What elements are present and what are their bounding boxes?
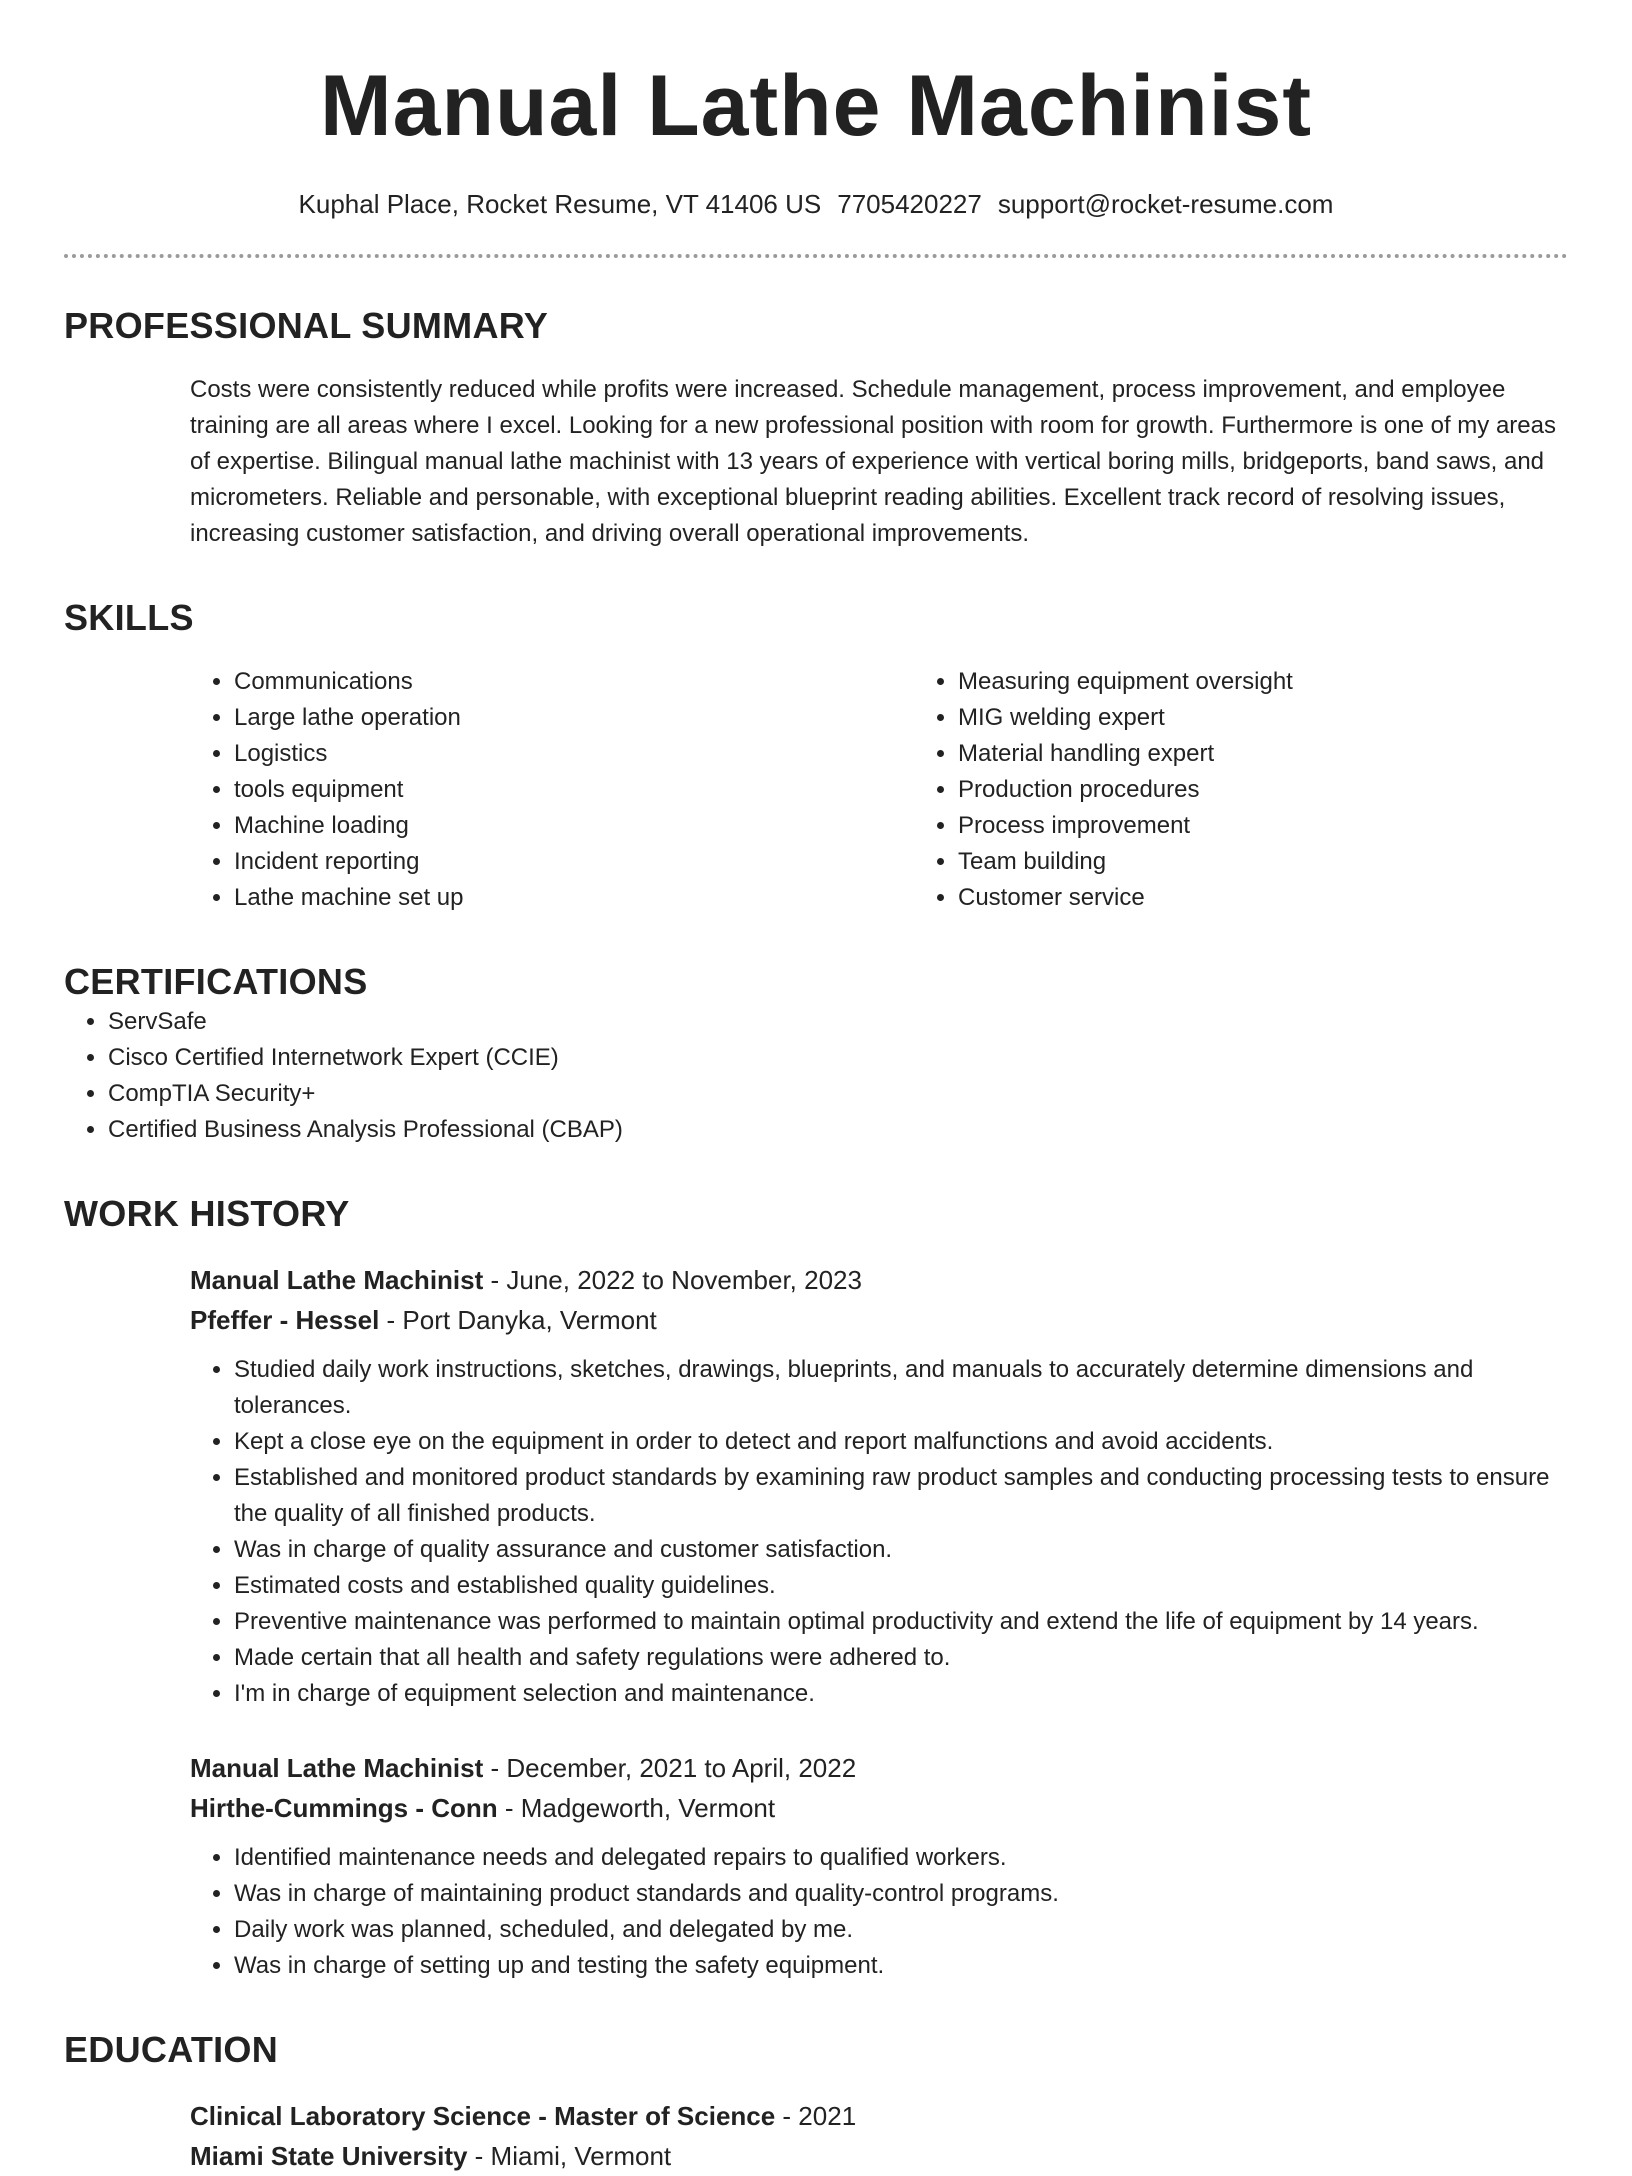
summary-heading: PROFESSIONAL SUMMARY [64, 305, 549, 346]
job-title: Manual Lathe Machinist [190, 1753, 484, 1783]
education-section [64, 2028, 1568, 2176]
certification-item: • Certified Business Analysis Professional (CBAP) [108, 1112, 1568, 1148]
certifications-section [64, 960, 1568, 1148]
skills-columns [190, 664, 1568, 916]
education-degree-line [190, 2096, 1568, 2136]
skill-item: • Incident reporting [234, 844, 914, 880]
job-title-line [190, 1260, 1568, 1300]
skill-item: • Logistics [234, 736, 914, 772]
job-duty: • I'm in charge of equipment selection and maintenance. [234, 1676, 1568, 1712]
skill-item: • Large lathe operation [234, 700, 914, 736]
job-duty: • Studied daily work instructions, sketches, drawings, blueprints, and manuals to accurately determine dimensions and tolerances. [234, 1352, 1568, 1424]
skill-item: • Team building [958, 844, 1632, 880]
job-duty: • Established and monitored product standards by examining raw product samples and conducting processing tests to ensure the quality of all finished products. [234, 1460, 1568, 1532]
resume-page [64, 0, 1568, 2176]
skill-item: • MIG welding expert [958, 700, 1632, 736]
contact-email: support@rocket-resume.com [997, 189, 1334, 219]
education-school: Miami State University [190, 2141, 468, 2171]
skill-item: • Lathe machine set up [234, 880, 914, 916]
education-school-line [190, 2136, 1568, 2176]
job-dates: - June, 2022 to November, 2023 [483, 1265, 862, 1295]
job-duties-list [190, 1352, 1568, 1712]
name-heading: Manual Lathe Machinist [319, 58, 1313, 154]
skills-list-left [190, 664, 914, 916]
contact-phone: 7705420227 [837, 189, 982, 219]
skill-item: • tools equipment [234, 772, 914, 808]
job-duty: • Kept a close eye on the equipment in order to detect and report malfunctions and avoid accidents. [234, 1424, 1568, 1460]
work-history-section [64, 1192, 1568, 1984]
job-dates: - December, 2021 to April, 2022 [483, 1753, 857, 1783]
job-duties-list [190, 1840, 1568, 1984]
job-location: - Madgeworth, Vermont [497, 1793, 776, 1823]
job-duty: • Was in charge of quality assurance and customer satisfaction. [234, 1532, 1568, 1568]
certifications-heading: CERTIFICATIONS [64, 961, 368, 1002]
job-duty: • Was in charge of setting up and testing the safety equipment. [234, 1948, 1568, 1984]
job-company: Hirthe-Cummings - Conn [190, 1793, 498, 1823]
certification-item: • Cisco Certified Internetwork Expert (CCIE) [108, 1040, 1568, 1076]
job-location: - Port Danyka, Vermont [379, 1305, 657, 1335]
job-title: Manual Lathe Machinist [190, 1265, 484, 1295]
job-duty: • Daily work was planned, scheduled, and delegated by me. [234, 1912, 1568, 1948]
job-duty: • Identified maintenance needs and delegated repairs to qualified workers. [234, 1840, 1568, 1876]
job-duty: • Estimated costs and established quality guidelines. [234, 1568, 1568, 1604]
summary-text: Costs were consistently reduced while profits were increased. Schedule management, process improvement, and employee training are all areas where I excel. Looking for a new professional position with room for growth. Furthermore is one of my areas of expertise. Bilingual manual lathe machinist with 13 years of experience with vertical boring mills, bridgeports, band saws, and micrometers. Reliable and personable, with exceptional blueprint reading abilities. Excellent track record of resolving issues, increasing customer satisfaction, and driving overall operational improvements. [190, 376, 1556, 547]
job-company: Pfeffer - Hessel [190, 1305, 380, 1335]
skill-item: • Measuring equipment oversight [958, 664, 1632, 700]
skills-section [64, 596, 1568, 916]
education-location: - Miami, Vermont [467, 2141, 672, 2171]
education-entry [190, 2096, 1568, 2176]
job-duty: • Was in charge of maintaining product standards and quality-control programs. [234, 1876, 1568, 1912]
education-year: - 2021 [775, 2101, 857, 2131]
job-duty: • Preventive maintenance was performed to maintain optimal productivity and extend the life of equipment by 14 years. [234, 1604, 1568, 1640]
certification-item: • CompTIA Security+ [108, 1076, 1568, 1112]
job-company-line [190, 1788, 1568, 1828]
skill-item: • Process improvement [958, 808, 1632, 844]
contact-address: Kuphal Place, Rocket Resume, VT 41406 US [298, 189, 822, 219]
work-history-heading: WORK HISTORY [64, 1193, 350, 1234]
skills-list-right [914, 664, 1632, 916]
job-entry [190, 1748, 1568, 1984]
job-duty: • Made certain that all health and safety regulations were adhered to. [234, 1640, 1568, 1676]
header-divider [64, 254, 1568, 258]
summary-section [64, 304, 1568, 552]
job-title-line [190, 1748, 1568, 1788]
skill-item: • Communications [234, 664, 914, 700]
skill-item: • Production procedures [958, 772, 1632, 808]
skills-heading: SKILLS [64, 597, 194, 638]
education-degree: Clinical Laboratory Science - Master of Science [190, 2101, 776, 2131]
certifications-list [64, 1004, 1568, 1148]
skill-item: • Material handling expert [958, 736, 1632, 772]
skill-item: • Customer service [958, 880, 1632, 916]
contact-line [64, 188, 1568, 220]
skill-item: • Machine loading [234, 808, 914, 844]
certification-item: • ServSafe [108, 1004, 1568, 1040]
job-entry [190, 1260, 1568, 1712]
job-company-line [190, 1300, 1568, 1340]
education-heading: EDUCATION [64, 2029, 279, 2070]
